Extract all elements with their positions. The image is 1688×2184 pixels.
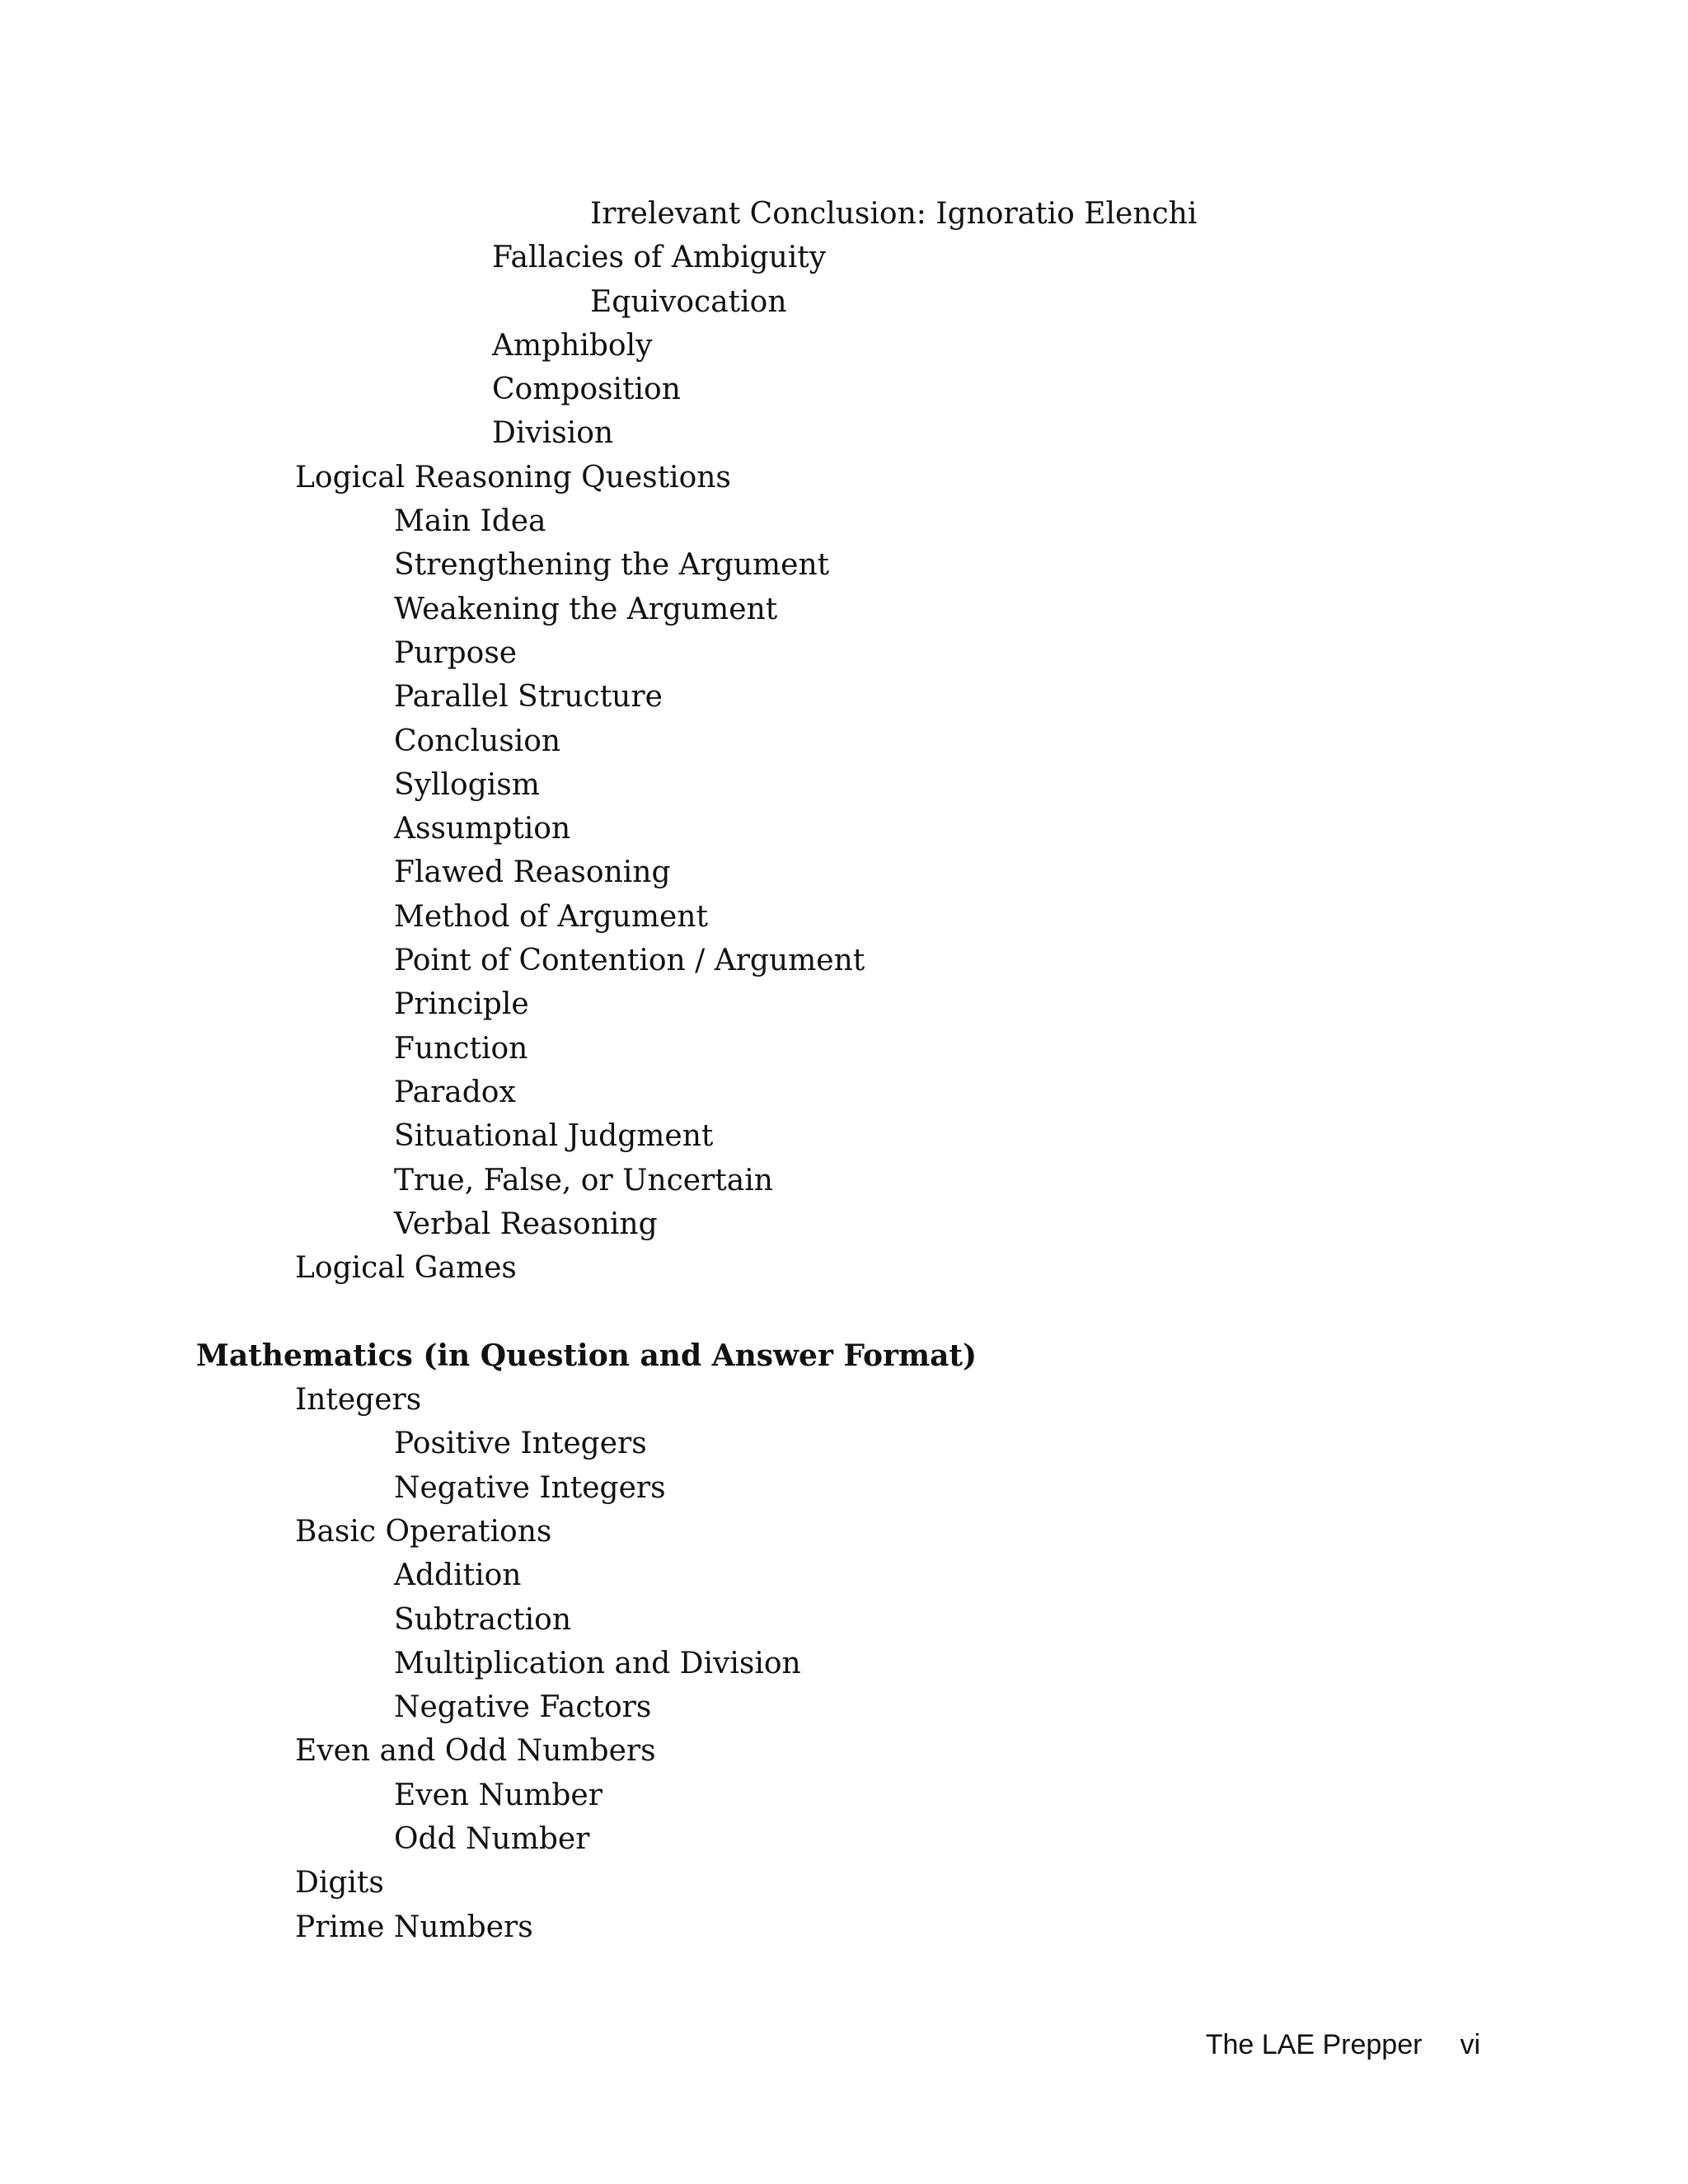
table-of-contents	[0, 192, 1688, 1949]
toc-entry: Odd Number	[394, 1821, 590, 1856]
toc-entry: Integers	[295, 1383, 422, 1418]
toc-entry: Fallacies of Ambiguity	[492, 241, 827, 275]
page-footer	[1206, 2029, 1480, 2061]
toc-entry: Addition	[394, 1558, 522, 1593]
toc-entry: Weakening the Argument	[394, 592, 778, 626]
toc-entry: Negative Integers	[394, 1470, 666, 1505]
toc-entry: Purpose	[394, 635, 518, 670]
toc-entry: Basic Operations	[295, 1514, 552, 1549]
toc-entry: Amphiboly	[492, 328, 653, 363]
toc-entry: Even and Odd Numbers	[295, 1734, 656, 1769]
toc-entry: Point of Contention / Argument	[394, 944, 865, 978]
footer-page-number: vi	[1460, 2029, 1480, 2060]
toc-entry: Digits	[295, 1866, 384, 1900]
toc-entry: Irrelevant Conclusion: Ignoratio Elenchi	[590, 197, 1198, 231]
toc-entry: Parallel Structure	[394, 680, 663, 715]
toc-entry: Multiplication and Division	[394, 1646, 801, 1680]
toc-entry: Main Idea	[394, 504, 546, 539]
toc-entry: Positive Integers	[394, 1427, 647, 1461]
toc-entry: Logical Games	[295, 1251, 517, 1286]
toc-entry: Strengthening the Argument	[394, 548, 830, 583]
toc-entry: Paradox	[394, 1075, 516, 1109]
toc-entry: Subtraction	[394, 1602, 572, 1637]
toc-entry: Assumption	[394, 812, 571, 846]
toc-entry: Method of Argument	[394, 899, 708, 934]
toc-entry: Even Number	[394, 1778, 603, 1812]
toc-entry: True, False, or Uncertain	[394, 1163, 773, 1197]
toc-entry: Principle	[394, 987, 529, 1022]
toc-entry: Prime Numbers	[295, 1910, 533, 1944]
toc-entry: Division	[492, 416, 614, 451]
toc-entry: Composition	[492, 373, 681, 407]
footer-book-title: The LAE Prepper	[1205, 2029, 1423, 2060]
toc-entry: Verbal Reasoning	[394, 1207, 658, 1241]
toc-entry: Conclusion	[394, 724, 561, 758]
toc-entry: Flawed Reasoning	[394, 855, 671, 890]
section-heading: Mathematics (in Question and Answer Format)	[196, 1338, 978, 1373]
toc-entry: Syllogism	[394, 767, 540, 802]
toc-entry: Negative Factors	[394, 1690, 652, 1725]
toc-spacer	[0, 1290, 1688, 1333]
toc-entry: Situational Judgment	[394, 1119, 714, 1154]
toc-entry: Function	[394, 1031, 528, 1066]
toc-entry: Equivocation	[590, 284, 787, 319]
toc-entry: Logical Reasoning Questions	[295, 460, 731, 494]
